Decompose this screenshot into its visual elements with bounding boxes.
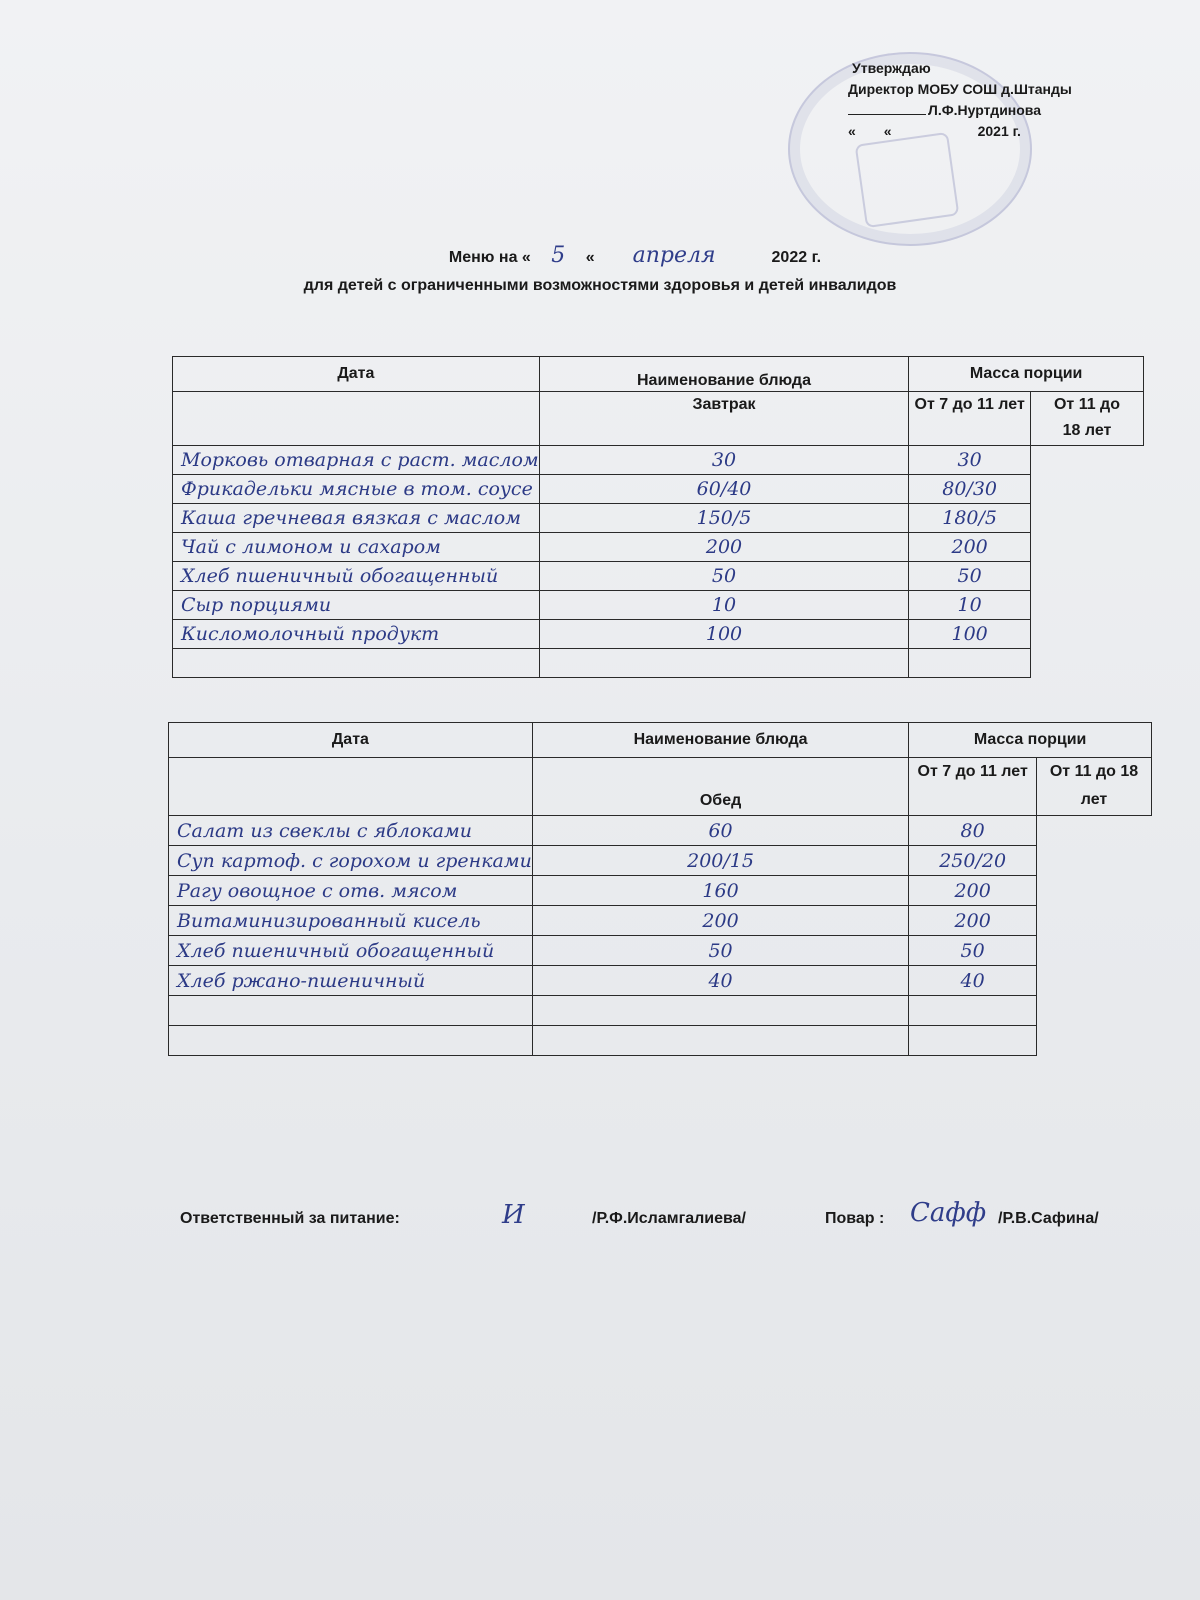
- portion-age-7-11: 60: [532, 816, 908, 846]
- portion-age-11-18: 80: [909, 816, 1037, 846]
- dish-name: Чай с лимоном и сахаром: [173, 533, 540, 562]
- dish-name: Хлеб пшеничный обогащенный: [169, 936, 533, 966]
- portion-age-7-11: 160: [532, 876, 908, 906]
- dish-name: Каша гречневая вязкая с маслом: [173, 504, 540, 533]
- dish-name: [173, 649, 540, 678]
- age-group-1: От 7 до 11 лет: [909, 392, 1031, 446]
- menu-row: [173, 533, 1144, 562]
- menu-row: [169, 816, 1152, 846]
- age-group-1: От 7 до 11 лет: [909, 758, 1037, 816]
- cook-label: Повар :: [825, 1210, 885, 1227]
- menu-row: [169, 936, 1152, 966]
- dish-name: Хлеб ржано-пшеничный: [169, 966, 533, 996]
- portion-age-7-11: [532, 996, 908, 1026]
- approval-name: Л.Ф.Нуртдинова: [928, 102, 1042, 118]
- lunch-table: [168, 722, 1152, 1056]
- date-cell: [173, 392, 540, 446]
- responsible-label: Ответственный за питание:: [180, 1210, 400, 1227]
- menu-row: [173, 562, 1144, 591]
- age-group-2: От 11 до 18 лет: [1030, 392, 1143, 446]
- dish-name: Сыр порциями: [173, 591, 540, 620]
- header-dish: Наименование блюда: [539, 357, 909, 392]
- cook-name: /Р.В.Сафина/: [998, 1210, 1099, 1227]
- menu-row: [169, 876, 1152, 906]
- age-group-2: От 11 до 18 лет: [1037, 758, 1152, 816]
- dish-name: Салат из свеклы с яблоками: [169, 816, 533, 846]
- responsible-name: /Р.Ф.Исламгалиева/: [592, 1210, 746, 1227]
- title-prefix: Меню на «: [448, 249, 531, 266]
- portion-age-11-18: 200: [909, 906, 1037, 936]
- portion-age-7-11: 200: [532, 906, 908, 936]
- portion-age-11-18: [909, 1026, 1037, 1056]
- approval-heading: Утверждаю: [852, 60, 931, 76]
- portion-age-11-18: [909, 996, 1037, 1026]
- portion-age-11-18: 250/20: [909, 846, 1037, 876]
- header-mass: Масса порции: [909, 723, 1152, 758]
- meal-label: Обед: [532, 758, 908, 816]
- approval-year: 2021 г.: [977, 123, 1021, 139]
- portion-age-7-11: [532, 1026, 908, 1056]
- menu-row: [173, 475, 1144, 504]
- portion-age-11-18: 100: [909, 620, 1031, 649]
- dish-name: Рагу овощное с отв. мясом: [169, 876, 533, 906]
- portion-age-11-18: 80/30: [909, 475, 1031, 504]
- portion-age-7-11: 60/40: [539, 475, 909, 504]
- responsible-signature: И: [502, 1200, 525, 1230]
- menu-row: [173, 649, 1144, 678]
- portion-age-7-11: 200: [539, 533, 909, 562]
- portion-age-7-11: 50: [532, 936, 908, 966]
- title-subtitle: для детей с ограниченными возможностями здоровья и детей инвалидов: [303, 277, 897, 294]
- portion-age-7-11: 200/15: [532, 846, 908, 876]
- menu-row: [169, 906, 1152, 936]
- title-month: апреля: [632, 243, 716, 268]
- portion-age-11-18: 200: [909, 876, 1037, 906]
- portion-age-11-18: 50: [909, 562, 1031, 591]
- portion-age-11-18: 30: [909, 446, 1031, 475]
- document-title: [0, 242, 1200, 300]
- approval-position: Директор МОБУ СОШ д.Штанды: [848, 81, 1072, 97]
- portion-age-7-11: 10: [539, 591, 909, 620]
- header-date: Дата: [173, 357, 540, 392]
- menu-row: [169, 846, 1152, 876]
- portion-age-7-11: [539, 649, 909, 678]
- portion-age-7-11: 100: [539, 620, 909, 649]
- dish-name: [169, 1026, 533, 1056]
- dish-name: Морковь отварная с раст. маслом: [173, 446, 540, 475]
- approval-date-open: «: [848, 123, 856, 139]
- signature-line: [848, 114, 926, 115]
- title-year: 2022 г.: [771, 249, 822, 266]
- portion-age-7-11: 50: [539, 562, 909, 591]
- stamp-emblem: [855, 132, 960, 228]
- menu-row: [169, 1026, 1152, 1056]
- dish-name: Суп картоф. с горохом и гренками: [169, 846, 533, 876]
- dish-name: Витаминизированный кисель: [169, 906, 533, 936]
- portion-age-11-18: 40: [909, 966, 1037, 996]
- portion-age-7-11: 40: [532, 966, 908, 996]
- portion-age-7-11: 150/5: [539, 504, 909, 533]
- dish-name: [169, 996, 533, 1026]
- title-day: 5: [551, 243, 566, 268]
- header-mass: Масса порции: [909, 357, 1144, 392]
- menu-row: [173, 620, 1144, 649]
- approval-date-mid: «: [883, 123, 892, 139]
- menu-row: [173, 446, 1144, 475]
- dish-name: Хлеб пшеничный обогащенный: [173, 562, 540, 591]
- menu-row: [169, 996, 1152, 1026]
- portion-age-11-18: 50: [909, 936, 1037, 966]
- menu-row: [173, 504, 1144, 533]
- title-mid: «: [585, 249, 595, 266]
- dish-name: Фрикадельки мясные в том. соусе: [173, 475, 540, 504]
- date-cell: [169, 758, 533, 816]
- portion-age-11-18: 10: [909, 591, 1031, 620]
- header-date: Дата: [169, 723, 533, 758]
- cook-signature: Сафф: [910, 1198, 987, 1228]
- approval-block: [848, 58, 1072, 142]
- portion-age-7-11: 30: [539, 446, 909, 475]
- meal-label: Завтрак: [539, 392, 909, 446]
- portion-age-11-18: 200: [909, 533, 1031, 562]
- menu-row: [169, 966, 1152, 996]
- dish-name: Кисломолочный продукт: [173, 620, 540, 649]
- portion-age-11-18: 180/5: [909, 504, 1031, 533]
- portion-age-11-18: [909, 649, 1031, 678]
- breakfast-table: [172, 356, 1144, 678]
- menu-row: [173, 591, 1144, 620]
- header-dish: Наименование блюда: [532, 723, 908, 758]
